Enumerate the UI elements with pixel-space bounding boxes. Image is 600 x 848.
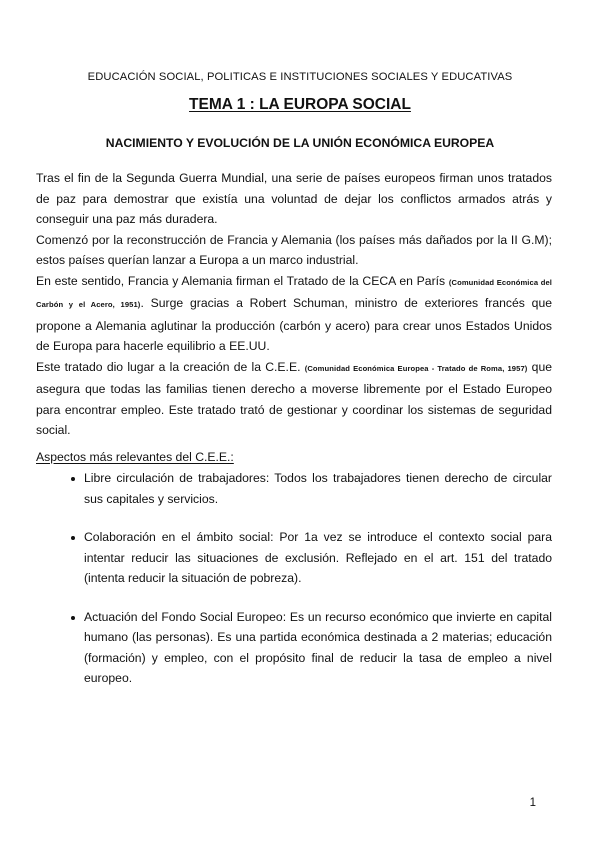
- paragraph-3-text-a: En este sentido, Francia y Alemania firman el Tratado de la CECA en París: [36, 273, 449, 288]
- ceca-note: (Comunidad Económica del Carbón y el Acero, 1951): [36, 277, 552, 309]
- body-text: [36, 168, 552, 441]
- paragraph-3: [36, 271, 552, 357]
- list-item-text: Actuación del Fondo Social Europeo: Es un recurso económico que invierte en capital humano (las personas). Es una partida económica destinada a 2 materias; educación (formación) y empleo, con el propósito final de reducir la tasa de empleo a nivel europeo.: [84, 609, 552, 685]
- list-item: [84, 468, 552, 509]
- paragraph-4: [36, 357, 552, 441]
- page-number: 1: [529, 797, 536, 809]
- section-subtitle: NACIMIENTO Y EVOLUCIÓN DE LA UNIÓN ECONÓMICA EUROPEA: [105, 136, 495, 150]
- list-item: [84, 607, 552, 689]
- paragraph-3-text-b: . Surge gracias a Robert Schuman, ministro de exteriores francés que propone a Alemania aglutinar la producción (carbón y acero) para crear unos Estados Unidos de Europa para hacerle equilibrio a EE.UU.: [36, 296, 553, 353]
- list-item-text: Libre circulación de trabajadores: Todos los trabajadores tienen derecho de circular sus capitales y servicios.: [84, 471, 552, 506]
- aspects-heading: Aspectos más relevantes del C.E.E.:: [36, 450, 234, 464]
- course-header: EDUCACIÓN SOCIAL, POLITICAS E INSTITUCIONES SOCIALES Y EDUCATIVAS: [87, 71, 513, 83]
- bullet-icon: [71, 477, 75, 481]
- paragraph-2: Comenzó por la reconstrucción de Francia y Alemania (los países más dañados por la II G.M); estos países querían lanzar a Europa a un marco industrial.: [36, 232, 552, 267]
- cee-note: (Comunidad Económica Europea - Tratado de Roma, 1957): [304, 363, 528, 373]
- paragraph-4-text-a: Este tratado dio lugar a la creación de la C.E.E.: [36, 359, 305, 374]
- list-item-text: Colaboración en el ámbito social: Por 1a vez se introduce el contexto social para intentar reducir las situaciones de exclusión. Reflejado en el art. 151 del tratado (intenta reducir la situación de pobreza).: [84, 530, 552, 585]
- paragraph-4-text-b: que asegura que todas las familias tienen derecho a moverse libremente por el Estado Europeo para encontrar empleo. Este tratado trató de gestionar y coordinar los sistemas de seguridad social.: [36, 359, 552, 437]
- bullet-icon: [71, 536, 75, 540]
- list-item: [84, 527, 552, 589]
- page-title: TEMA 1 : LA EUROPA SOCIAL: [189, 96, 411, 113]
- bullet-icon: [71, 616, 75, 620]
- paragraph-1: Tras el fin de la Segunda Guerra Mundial, una serie de países europeos firman unos tratados de paz para demostrar que existía una voluntad de dejar los conflictos armados atrás y conseguir una paz más duradera.: [36, 171, 552, 226]
- aspects-list: [84, 468, 552, 707]
